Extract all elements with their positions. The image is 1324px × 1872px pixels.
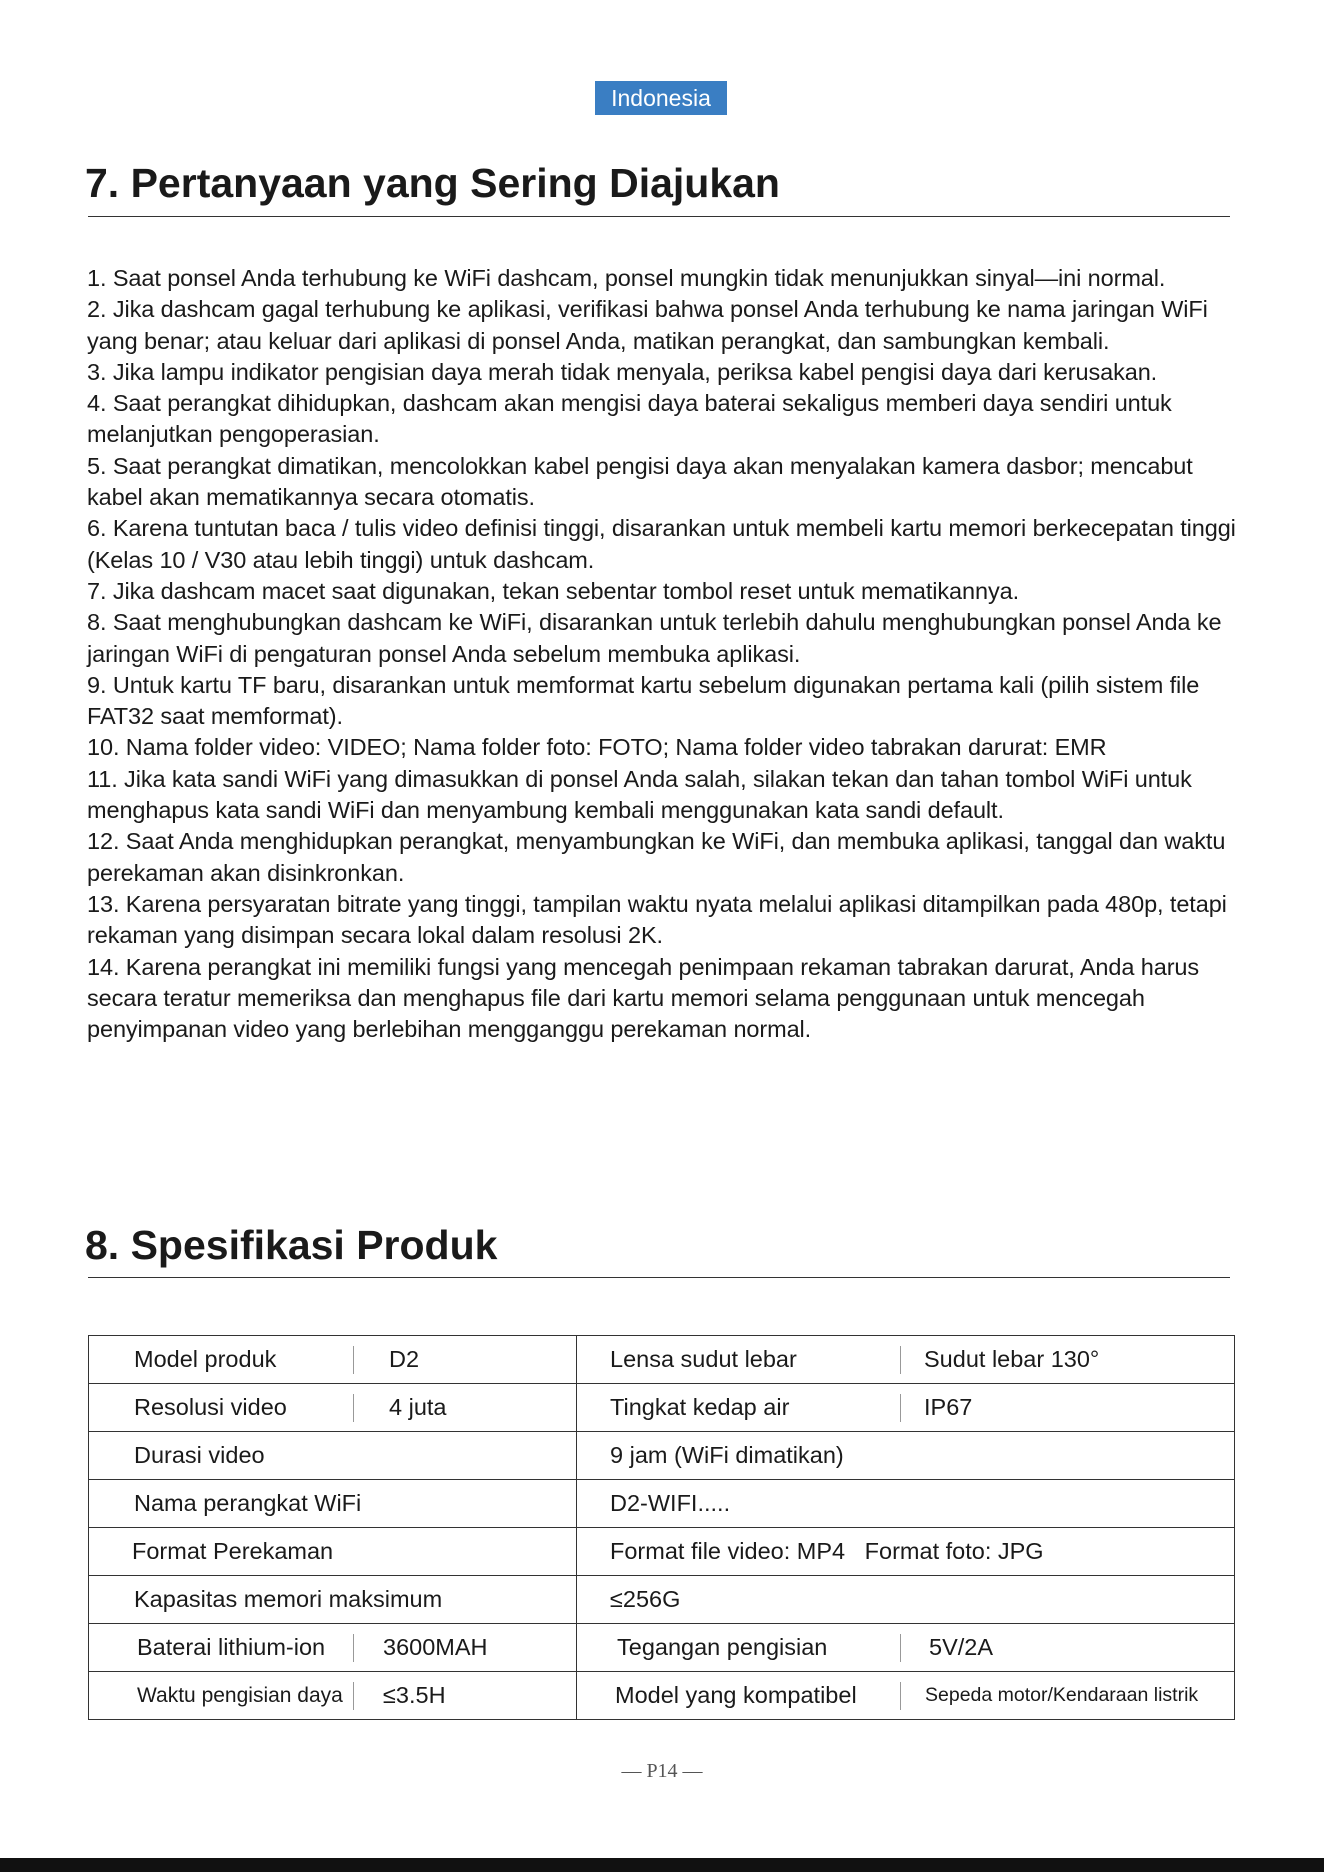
spec-label: Tegangan pengisian xyxy=(577,1634,901,1662)
spec-label: Durasi video xyxy=(134,1442,265,1468)
faq-item: 9. Untuk kartu TF baru, disarankan untuk memformat kartu sebelum digunakan pertama kali (pilih sistem file FAT32 saat memformat). xyxy=(87,671,1200,730)
language-badge: Indonesia xyxy=(595,81,727,115)
spec-label: Model produk xyxy=(89,1346,354,1374)
spec-value: Format file video: MP4 Format foto: JPG xyxy=(610,1538,1044,1564)
spec-row xyxy=(89,1672,1235,1720)
spec-value: ≤256G xyxy=(610,1586,681,1612)
spec-value: D2-WIFI..... xyxy=(610,1490,731,1516)
spec-label: Baterai lithium-ion xyxy=(89,1634,354,1662)
bottom-edge-bar xyxy=(0,1858,1324,1872)
spec-row xyxy=(89,1384,1235,1432)
faq-list xyxy=(87,263,1237,1045)
faq-item: 7. Jika dashcam macet saat digunakan, tekan sebentar tombol reset untuk mematikannya. xyxy=(87,577,1020,604)
page-number: — P14 — xyxy=(621,1760,703,1782)
faq-item: 4. Saat perangkat dihidupkan, dashcam akan mengisi daya baterai sekaligus memberi daya sendiri untuk melanjutkan pengoperasian. xyxy=(87,390,1172,448)
spec-table xyxy=(88,1335,1235,1720)
faq-item: 2. Jika dashcam gagal terhubung ke aplikasi, verifikasi bahwa ponsel Anda terhubung ke nama jaringan WiFi yang benar; atau keluar dari aplikasi di ponsel Anda, matikan perangkat, dan sambungkan kembali. xyxy=(87,296,1208,354)
spec-cell-left xyxy=(89,1336,577,1384)
spec-cell-left xyxy=(89,1384,577,1432)
spec-value: IP67 xyxy=(924,1394,973,1420)
specs-title: 8. Spesifikasi Produk xyxy=(85,1222,498,1268)
spec-value: D2 xyxy=(389,1346,420,1372)
spec-label: Model yang kompatibel xyxy=(577,1682,901,1710)
faq-item: 1. Saat ponsel Anda terhubung ke WiFi dashcam, ponsel mungkin tidak menunjukkan sinyal—ini normal. xyxy=(87,265,1166,291)
spec-cell-left xyxy=(89,1624,577,1672)
spec-label: Tingkat kedap air xyxy=(577,1394,901,1422)
spec-value: 9 jam (WiFi dimatikan) xyxy=(610,1442,844,1468)
spec-cell-left xyxy=(89,1480,577,1528)
spec-row xyxy=(89,1432,1235,1480)
faq-item: 13. Karena persyaratan bitrate yang tinggi, tampilan waktu nyata melalui aplikasi ditampilkan pada 480p, tetapi rekaman yang disimpan secara lokal dalam resolusi 2K. xyxy=(87,890,1227,949)
faq-item: 3. Jika lampu indikator pengisian daya merah tidak menyala, periksa kabel pengisi daya dari kerusakan. xyxy=(87,358,1158,385)
spec-value: 5V/2A xyxy=(929,1634,994,1660)
spec-cell-right xyxy=(577,1528,1235,1576)
spec-cell-left xyxy=(89,1576,577,1624)
faq-title-rule xyxy=(88,216,1230,217)
spec-row xyxy=(89,1576,1235,1624)
faq-item: 6. Karena tuntutan baca / tulis video definisi tinggi, disarankan untuk membeli kartu memori berkecepatan tinggi (Kelas 10 / V30 atau lebih tinggi) untuk dashcam. xyxy=(87,515,1236,573)
spec-value: ≤3.5H xyxy=(383,1682,446,1708)
spec-cell-right xyxy=(577,1480,1235,1528)
spec-label: Kapasitas memori maksimum xyxy=(134,1586,443,1612)
spec-row xyxy=(89,1624,1235,1672)
spec-cell-right xyxy=(577,1672,1235,1720)
faq-item: 11. Jika kata sandi WiFi yang dimasukkan di ponsel Anda salah, silakan tekan dan tahan tombol WiFi untuk menghapus kata sandi WiFi dan menyambung kembali menggunakan kata sandi default. xyxy=(87,765,1192,824)
spec-cell-right xyxy=(577,1624,1235,1672)
spec-cell-left xyxy=(89,1528,577,1576)
spec-value: 4 juta xyxy=(389,1394,447,1420)
specs-title-rule xyxy=(88,1277,1230,1278)
faq-title: 7. Pertanyaan yang Sering Diajukan xyxy=(85,160,780,206)
faq-item: 10. Nama folder video: VIDEO; Nama folder foto: FOTO; Nama folder video tabrakan darurat: EMR xyxy=(87,734,1107,761)
spec-cell-left xyxy=(89,1672,577,1720)
spec-cell-right xyxy=(577,1576,1235,1624)
spec-label: Format Perekaman xyxy=(132,1538,334,1564)
spec-label: Lensa sudut lebar xyxy=(577,1346,901,1374)
spec-cell-left xyxy=(89,1432,577,1480)
spec-row xyxy=(89,1480,1235,1528)
faq-item: 12. Saat Anda menghidupkan perangkat, menyambungkan ke WiFi, dan membuka aplikasi, tanggal dan waktu perekaman akan disinkronkan. xyxy=(87,828,1226,886)
spec-value: 3600MAH xyxy=(383,1634,488,1660)
spec-cell-right xyxy=(577,1432,1235,1480)
spec-label: Resolusi video xyxy=(89,1394,354,1422)
faq-item: 5. Saat perangkat dimatikan, mencolokkan kabel pengisi daya akan menyalakan kamera dasbor; mencabut kabel akan mematikannya secara otomatis. xyxy=(87,452,1193,511)
spec-cell-right xyxy=(577,1336,1235,1384)
spec-cell-right xyxy=(577,1384,1235,1432)
spec-row xyxy=(89,1336,1235,1384)
spec-row xyxy=(89,1528,1235,1576)
faq-item: 14. Karena perangkat ini memiliki fungsi yang mencegah penimpaan rekaman tabrakan darurat, Anda harus secara teratur memeriksa dan menghapus file dari kartu memori selama penggunaan untuk mencegah penyimpanan video yang berlebihan mengganggu perekaman normal. xyxy=(87,953,1200,1043)
spec-value: Sudut lebar 130° xyxy=(924,1346,1100,1372)
spec-label: Nama perangkat WiFi xyxy=(134,1490,362,1516)
faq-item: 8. Saat menghubungkan dashcam ke WiFi, disarankan untuk terlebih dahulu menghubungkan ponsel Anda ke jaringan WiFi di pengaturan ponsel Anda sebelum membuka aplikasi. xyxy=(87,609,1222,667)
spec-label: Waktu pengisian daya xyxy=(89,1682,354,1710)
spec-value: Sepeda motor/Kendaraan listrik xyxy=(925,1684,1199,1706)
